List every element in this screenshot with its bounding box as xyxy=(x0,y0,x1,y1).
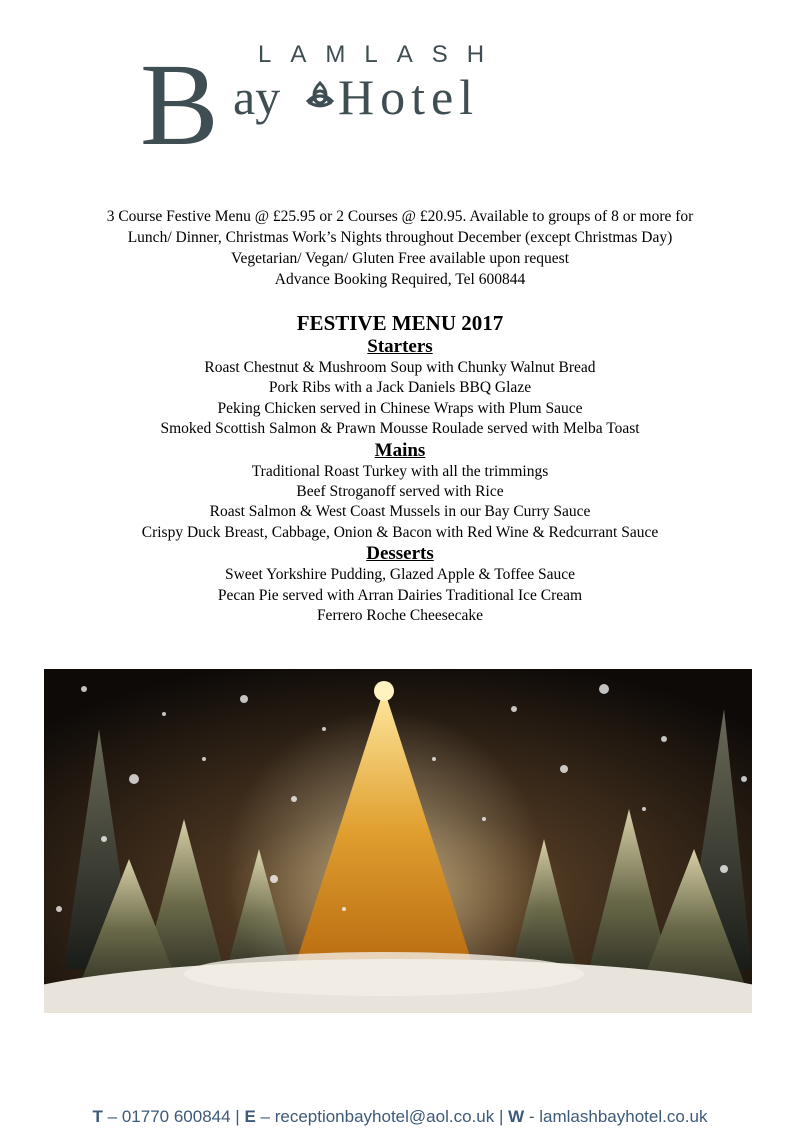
menu-item: Smoked Scottish Salmon & Prawn Mousse Roulade served with Melba Toast xyxy=(160,420,640,438)
footer-phone: 01770 600844 xyxy=(121,1107,231,1126)
section-title-desserts: Desserts xyxy=(366,543,434,565)
menu-title: FESTIVE MENU 2017 xyxy=(296,311,504,335)
celtic-knot-icon xyxy=(308,83,332,106)
footer-web-label: W xyxy=(508,1107,525,1126)
menu-item: Roast Salmon & West Coast Mussels in our Bay Curry Sauce xyxy=(209,503,591,521)
logo-initial: B xyxy=(140,40,219,152)
intro-text xyxy=(0,206,800,290)
menu-item: Peking Chicken served in Chinese Wraps with Plum Sauce xyxy=(217,399,583,417)
intro-line: Lunch/ Dinner, Christmas Work’s Nights throughout December (except Christmas Day) xyxy=(127,229,673,246)
section-title-starters: Starters xyxy=(367,336,433,357)
menu-item: Pecan Pie served with Arran Dairies Traditional Ice Cream xyxy=(217,586,583,604)
footer-email: receptionbayhotel@aol.co.uk xyxy=(274,1107,495,1126)
logo-top-word: LAMLASH xyxy=(258,41,504,68)
menu-item: Ferrero Roche Cheesecake xyxy=(316,607,484,625)
footer-email-label: E xyxy=(244,1107,256,1126)
menu-item: Roast Chestnut & Mushroom Soup with Chunky Walnut Bread xyxy=(204,359,596,376)
menu-item: Traditional Roast Turkey with all the trimmings xyxy=(251,462,549,480)
section-title-mains: Mains xyxy=(374,439,426,461)
intro-line: Vegetarian/ Vegan/ Gluten Free available upon request xyxy=(230,250,569,267)
logo-word-left: ay xyxy=(233,69,281,125)
christmas-trees-photo xyxy=(44,669,752,1013)
menu-item: Beef Stroganoff served with Rice xyxy=(296,483,504,501)
menu-item: Pork Ribs with a Jack Daniels BBQ Glaze xyxy=(268,379,532,397)
contact-footer: T – 01770 600844 | E – receptionbayhotel@aol.co.uk | W - lamlashbayhotel.co.uk xyxy=(92,1107,708,1126)
festive-menu xyxy=(0,310,800,626)
menu-item: Crispy Duck Breast, Cabbage, Onion & Bacon with Red Wine & Redcurrant Sauce xyxy=(141,523,659,541)
logo-word-right: Hotel xyxy=(338,69,480,125)
menu-item: Sweet Yorkshire Pudding, Glazed Apple & Toffee Sauce xyxy=(224,566,576,584)
hotel-logo xyxy=(140,40,620,152)
intro-line: Advance Booking Required, Tel 600844 xyxy=(274,271,526,288)
footer-phone-label: T xyxy=(92,1107,103,1126)
intro-line: 3 Course Festive Menu @ £25.95 or 2 Courses @ £20.95. Available to groups of 8 or more for xyxy=(106,208,694,225)
footer-web: lamlashbayhotel.co.uk xyxy=(539,1107,708,1126)
